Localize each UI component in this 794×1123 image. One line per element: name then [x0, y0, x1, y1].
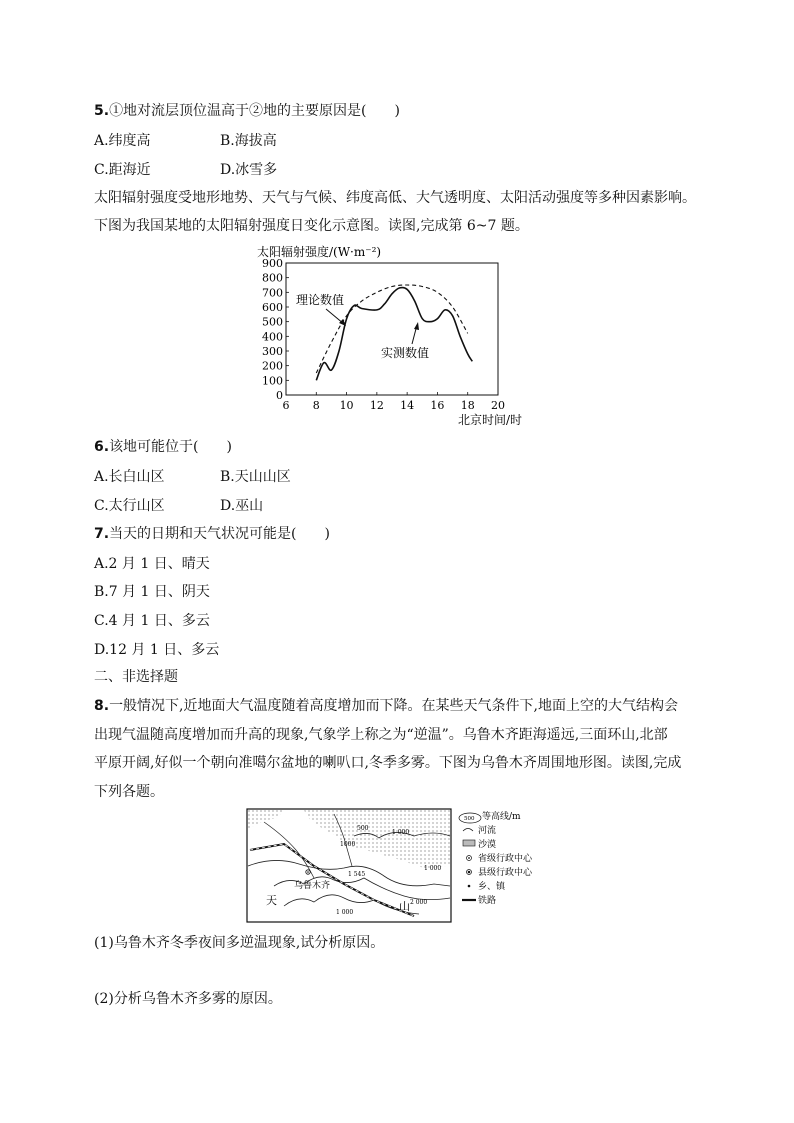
q6-number: 6.: [94, 439, 110, 455]
contour-label-2000: 2 000: [410, 899, 428, 906]
y-tick-label: 100: [262, 374, 283, 388]
intro-line-1: 太阳辐射强度受地形地势、天气与气候、纬度高低、大气透明度、太阳活动强度等多种因素影响。: [94, 190, 696, 206]
y-tick-label: 200: [262, 359, 283, 373]
q7-option-d[interactable]: D.12 月 1 日、多云: [94, 642, 220, 658]
legend-town: 乡、镇: [478, 882, 506, 892]
legend-desert-symbol: [463, 840, 475, 846]
chart-title: 太阳辐射强度/(W·m⁻²): [257, 245, 382, 259]
city-marker-dot: [307, 871, 309, 873]
x-tick-label: 20: [491, 399, 505, 412]
y-tick-label: 600: [262, 301, 283, 314]
solar-radiation-chart: [240, 240, 550, 430]
q7-option-c[interactable]: C.4 月 1 日、多云: [94, 613, 210, 629]
chart-xlabel: 北京时间/时: [457, 413, 523, 427]
y-tick-label: 500: [262, 315, 283, 329]
q7-option-a[interactable]: A.2 月 1 日、晴天: [94, 556, 210, 572]
city-label: 乌鲁木齐: [294, 881, 331, 891]
x-tick-label: 8: [312, 399, 320, 412]
q7-option-b[interactable]: B.7 月 1 日、阴天: [94, 584, 210, 600]
y-tick-label: 400: [262, 330, 283, 344]
x-tick-label: 6: [282, 399, 290, 412]
q5-option-d[interactable]: D.冰雪多: [220, 162, 278, 178]
q8-sub-2: (2)分析乌鲁木齐多雾的原因。: [94, 991, 282, 1007]
q6-options-row1: [94, 466, 291, 486]
legend-desert: 沙漠: [478, 840, 497, 850]
legend-river-symbol: [463, 829, 473, 832]
q6-text: 该地可能位于( ): [109, 439, 232, 455]
q5-option-c[interactable]: C.距海近: [94, 162, 151, 178]
contour-label-1000: 1 000: [336, 909, 354, 916]
q5-number: 5.: [94, 103, 110, 119]
y-tick-label: 300: [262, 345, 283, 358]
section-heading: 二、非选择题: [94, 669, 178, 685]
y-tick-label: 800: [262, 271, 283, 285]
y-tick-label: 0: [276, 389, 283, 402]
legend-county-dot: [468, 871, 471, 874]
label-theory: 理论数值: [296, 293, 345, 307]
q8-line-2: 出现气温随高度增加而升高的现象,气象学上称之为“逆温”。乌鲁木齐距海遥远,三面环山,北部: [94, 727, 668, 743]
legend-rail: 铁路: [478, 896, 497, 906]
q8-line-1: [94, 696, 678, 716]
q6-option-a[interactable]: A.长白山区: [94, 469, 165, 485]
contour-label-1000: 1000: [340, 841, 356, 848]
q8-sub-1: (1)乌鲁木齐冬季夜间多逆温现象,试分析原因。: [94, 935, 385, 951]
contour-label-500: 500: [357, 825, 369, 832]
q6-stem: [94, 437, 232, 457]
legend-town-symbol: [468, 885, 471, 888]
q5-stem: [94, 101, 400, 121]
q6-option-c[interactable]: C.太行山区: [94, 498, 165, 514]
q7-text: 当天的日期和天气状况可能是( ): [109, 526, 330, 542]
q7-stem: [94, 524, 330, 544]
q6-options-row2: [94, 495, 263, 515]
q8-line-4: 下列各题。: [94, 784, 164, 800]
q5-option-b[interactable]: B.海拔高: [220, 133, 277, 149]
label-measured-arrowhead: [414, 322, 419, 330]
q6-option-b[interactable]: B.天山山区: [220, 469, 291, 485]
q8-number: 8.: [94, 698, 110, 714]
x-tick-label: 12: [369, 399, 384, 412]
legend-contour: 等高线/m: [482, 812, 521, 822]
contour-label-1000: 1 000: [424, 865, 442, 872]
legend-province-dot: [468, 857, 470, 859]
q8-text-1: 一般情况下,近地面大气温度随着高度增加而下降。在某些天气条件下,地面上空的大气结构会: [109, 698, 678, 714]
urumqi-terrain-map: [244, 806, 554, 926]
legend-county: 县级行政中心: [478, 868, 533, 878]
elevation-label: 1 545: [348, 871, 366, 878]
mountain-label-shan: 山: [399, 900, 410, 913]
q7-number: 7.: [94, 526, 110, 542]
x-tick-label: 10: [339, 399, 354, 412]
x-tick-label: 14: [400, 399, 415, 412]
q5-option-a[interactable]: A.纬度高: [94, 133, 151, 149]
q5-options-row2: [94, 159, 277, 179]
map-legend: [459, 810, 533, 906]
mountain-label-tian: 天: [266, 894, 277, 907]
q5-options-row1: [94, 130, 277, 150]
legend-contour-value: 500: [464, 816, 475, 822]
legend-river: 河流: [478, 826, 497, 836]
legend-province: 省级行政中心: [478, 854, 533, 864]
label-measured: 实测数值: [381, 346, 430, 360]
q8-line-3: 平原开阔,好似一个朝向准噶尔盆地的喇叭口,冬季多雾。下图为乌鲁木齐周围地形图。读图,完成: [94, 755, 682, 771]
q6-option-d[interactable]: D.巫山: [220, 498, 264, 514]
intro-line-2: 下图为我国某地的太阳辐射强度日变化示意图。读图,完成第 6~7 题。: [94, 218, 529, 234]
y-tick-label: 900: [262, 257, 283, 270]
q5-text: ①地对流层顶位温高于②地的主要原因是( ): [109, 103, 400, 119]
y-tick-label: 700: [262, 286, 283, 300]
x-tick-label: 18: [460, 399, 475, 412]
x-tick-label: 16: [430, 399, 445, 412]
contour-label-1000: 1 000: [392, 829, 410, 836]
